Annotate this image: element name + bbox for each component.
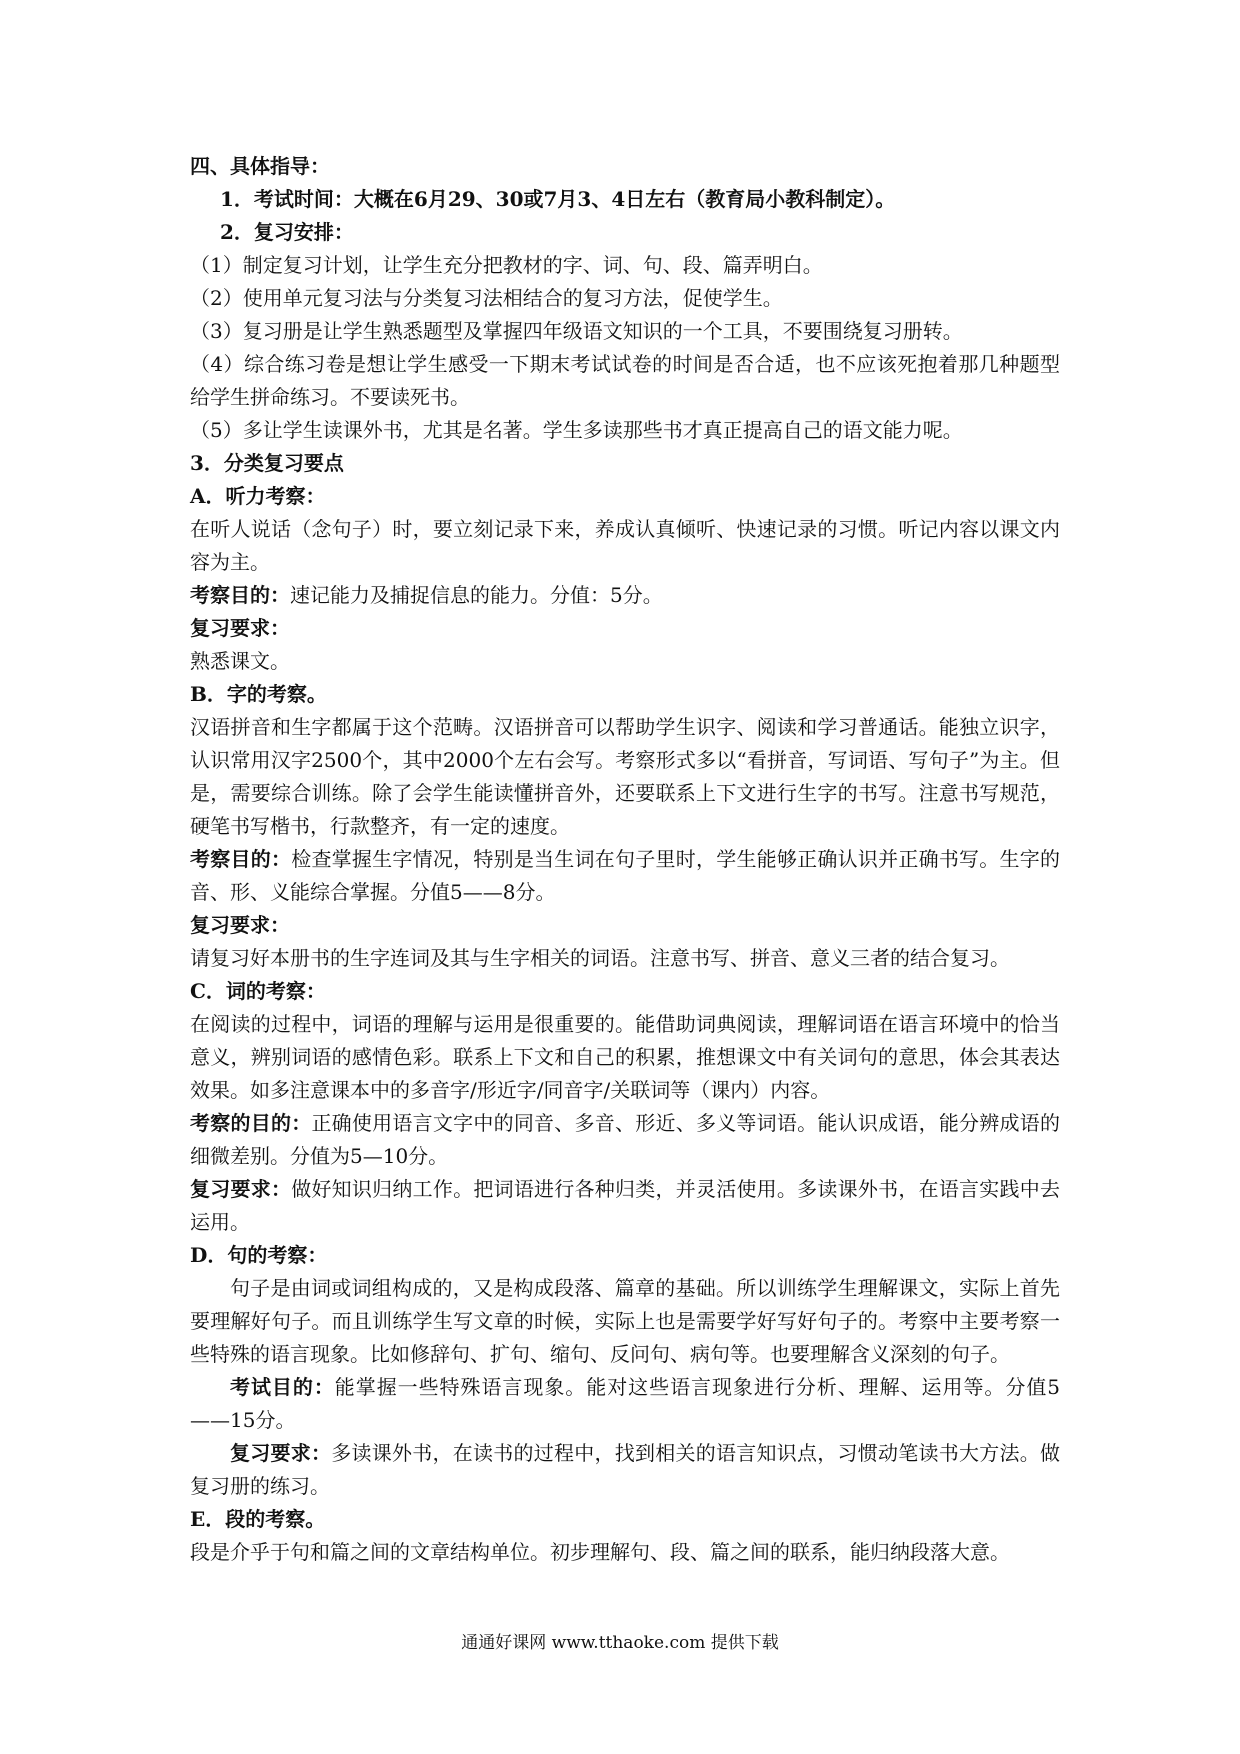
purpose-text: 正确使用语言文字中的同音、多音、形近、多义等词语。能认识成语，能分辨成语的细微差别。分值为5—10分。 xyxy=(190,1111,1061,1168)
section-b-heading: B．字的考察。 xyxy=(190,682,327,706)
section-d-req xyxy=(190,1437,1060,1503)
section-a-purpose xyxy=(190,579,1060,612)
section-c-body: 在阅读的过程中，词语的理解与运用是很重要的。能借助词典阅读，理解词语在语言环境中的恰当意义，辨别词语的感情色彩。联系上下文和自己的积累，推想课文中有关词句的意思，体会其表达效果。如多注意课本中的多音字/形近字/同音字/关联词等（课内）内容。 xyxy=(190,1012,1060,1102)
arrangement-item: （1）制定复习计划，让学生充分把教材的字、词、句、段、篇弄明白。 xyxy=(190,253,823,277)
section-d-purpose xyxy=(190,1371,1060,1437)
arrangement-item: （2）使用单元复习法与分类复习法相结合的复习方法，促使学生。 xyxy=(190,286,783,310)
review-arrangement-heading: 2．复习安排： xyxy=(220,220,354,244)
category-title: 3．分类复习要点 xyxy=(190,451,344,475)
section-b-req-label: 复习要求： xyxy=(190,913,290,937)
section-d-body: 句子是由词或词组构成的，又是构成段落、篇章的基础。所以训练学生理解课文，实际上首先要理解好句子。而且训练学生写文章的时候，实际上也是需要学好写好句子的。考察中主要考察一些特殊的语言现象。比如修辞句、扩句、缩句、反问句、病句等。也要理解含义深刻的句子。 xyxy=(190,1276,1060,1366)
purpose-label: 考察的目的： xyxy=(190,1111,312,1135)
purpose-text: 速记能力及捕捉信息的能力。分值：5分。 xyxy=(290,583,663,607)
purpose-label: 考察目的： xyxy=(190,583,290,607)
purpose-label: 考试目的： xyxy=(230,1375,335,1399)
section-c-req xyxy=(190,1173,1060,1239)
section-title: 四、具体指导： xyxy=(190,154,330,178)
section-e-body: 段是介乎于句和篇之间的文章结构单位。初步理解句、段、篇之间的联系，能归纳段落大意。 xyxy=(190,1540,1010,1564)
purpose-text: 检查掌握生字情况，特别是当生词在句子里时，学生能够正确认识并正确书写。生字的音、形、义能综合掌握。分值5——8分。 xyxy=(190,847,1061,904)
exam-time-line: 1．考试时间：大概在6月29、30或7月3、4日左右（教育局小教科制定）。 xyxy=(220,187,896,211)
section-c-purpose xyxy=(190,1107,1060,1173)
page-footer: 通通好课网 www.tthaoke.com 提供下载 xyxy=(461,1633,779,1653)
arrangement-item: （5）多让学生读课外书，尤其是名著。学生多读那些书才真正提高自己的语文能力呢。 xyxy=(190,418,963,442)
section-e-heading: E．段的考察。 xyxy=(190,1507,326,1531)
purpose-text: 能掌握一些特殊语言现象。能对这些语言现象进行分析、理解、运用等。分值5——15分。 xyxy=(190,1375,1060,1432)
section-b-req-text: 请复习好本册书的生字连词及其与生字相关的词语。注意书写、拼音、意义三者的结合复习。 xyxy=(190,946,1010,970)
req-label: 复习要求： xyxy=(230,1441,332,1465)
section-a-body: 在听人说话（念句子）时，要立刻记录下来，养成认真倾听、快速记录的习惯。听记内容以课文内容为主。 xyxy=(190,517,1060,574)
arrangement-item: （3）复习册是让学生熟悉题型及掌握四年级语文知识的一个工具，不要围绕复习册转。 xyxy=(190,319,963,343)
req-text: 做好知识归纳工作。把词语进行各种归类，并灵活使用。多读课外书，在语言实践中去运用。 xyxy=(190,1177,1061,1234)
arrangement-item: （4）综合练习卷是想让学生感受一下期末考试试卷的时间是否合适，也不应该死抱着那几种题型给学生拼命练习。不要读死书。 xyxy=(190,352,1060,409)
section-c-heading: C．词的考察： xyxy=(190,979,326,1003)
req-text: 多读课外书，在读书的过程中，找到相关的语言知识点，习惯动笔读书大方法。做复习册的练习。 xyxy=(190,1441,1060,1498)
section-a-req-label: 复习要求： xyxy=(190,616,290,640)
req-label: 复习要求： xyxy=(190,1177,292,1201)
section-a-heading: A．听力考察： xyxy=(190,484,326,508)
purpose-label: 考察目的： xyxy=(190,847,292,871)
section-d-heading: D．句的考察： xyxy=(190,1243,328,1267)
section-b-body: 汉语拼音和生字都属于这个范畴。汉语拼音可以帮助学生识字、阅读和学习普通话。能独立识字，认识常用汉字2500个，其中2000个左右会写。考察形式多以“看拼音，写词语、写句子”为主。但是，需要综合训练。除了会学生能读懂拼音外，还要联系上下文进行生字的书写。注意书写规范，硬笔书写楷书，行款整齐，有一定的速度。 xyxy=(190,715,1060,838)
section-b-purpose xyxy=(190,843,1060,909)
document-page xyxy=(190,150,1060,1569)
section-a-req-text: 熟悉课文。 xyxy=(190,649,290,673)
